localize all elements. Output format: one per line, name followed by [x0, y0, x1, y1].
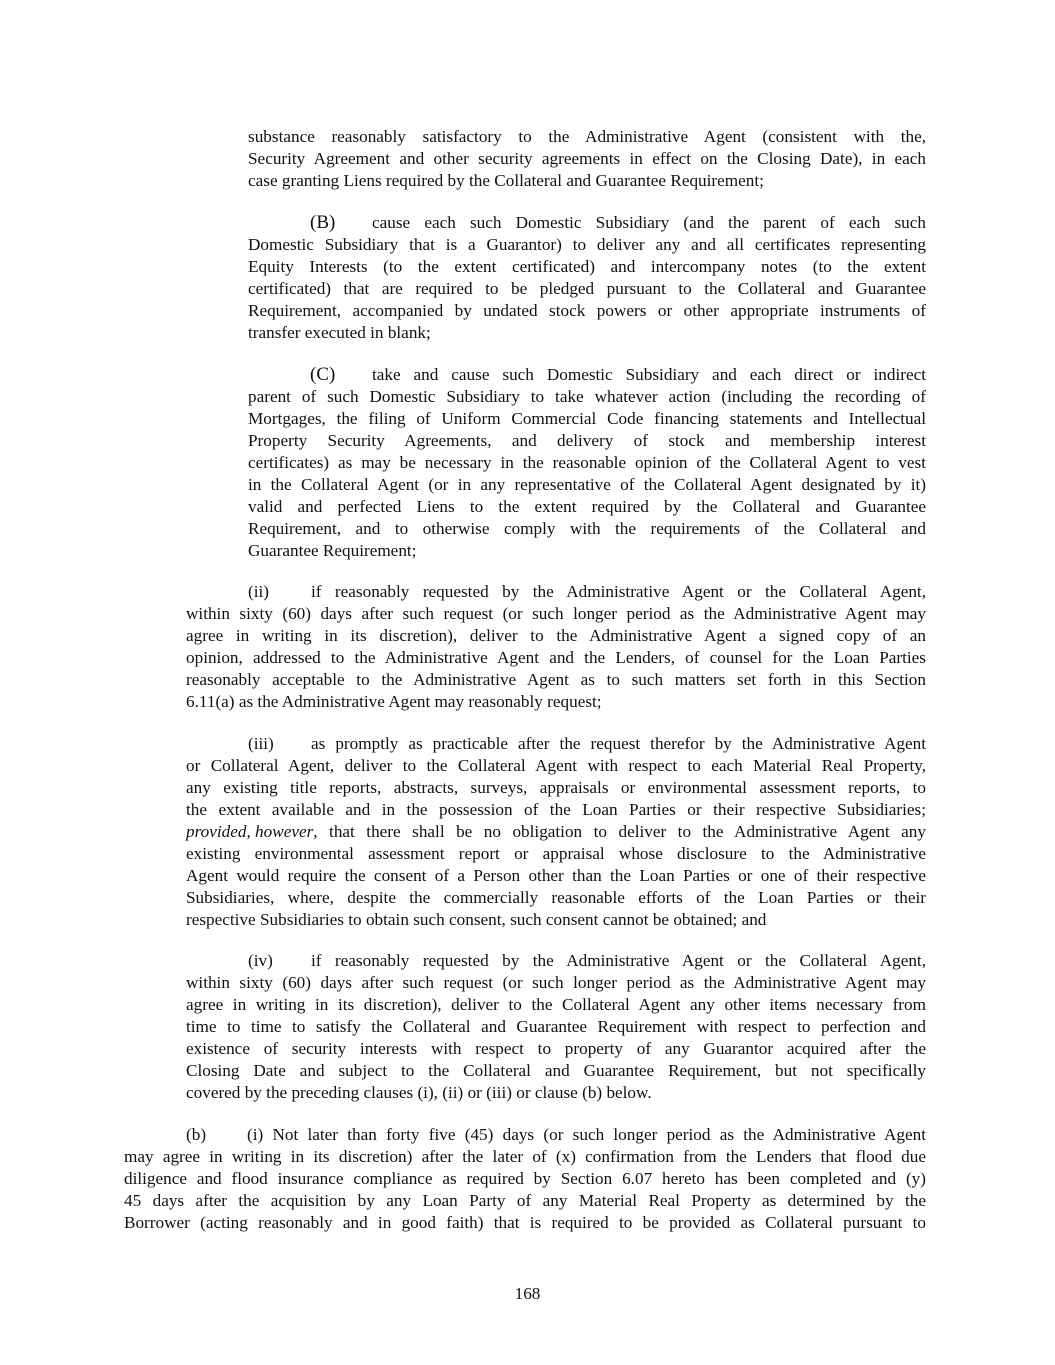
paragraph-line: (i) Not later than forty five (45) days (or such longer period as the Administrative Agent — [247, 1125, 926, 1144]
paragraph-line: transfer executed in blank; — [248, 323, 431, 342]
paragraph-line: Requirement, and to otherwise comply with the requirements of the Collateral and — [248, 519, 926, 538]
page-number: 168 — [514, 1284, 541, 1303]
proviso-italic: provided, however — [186, 822, 314, 841]
paragraph-line: opinion, addressed to the Administrative Agent and the Lenders, of counsel for the Loan Parties — [186, 648, 926, 667]
clause-iv-first-line — [248, 950, 926, 972]
paragraph-line: 45 days after the acquisition by any Loan Party of any Material Real Property as determined by the — [124, 1191, 926, 1210]
paragraph-line: or Collateral Agent, deliver to the Collateral Agent with respect to each Material Real Property, — [186, 756, 926, 775]
paragraph-line: if reasonably requested by the Administrative Agent or the Collateral Agent, — [311, 951, 926, 970]
paragraph-line: within sixty (60) days after such request (or such longer period as the Administrative Agent may — [186, 604, 926, 623]
paragraph-line: agree in writing in its discretion), deliver to the Collateral Agent any other items necessary from — [186, 995, 926, 1014]
paragraph-line: any existing title reports, abstracts, surveys, appraisals or environmental assessment reports, to — [186, 778, 926, 797]
clause-c-upper-first-line — [310, 364, 926, 386]
paragraph-line: Equity Interests (to the extent certificated) and intercompany notes (to the extent — [248, 257, 926, 276]
clause-marker: (b) — [186, 1125, 207, 1144]
clause-ii-first-line — [248, 581, 926, 603]
paragraph-line: Agent would require the consent of a Person other than the Loan Parties or one of their respective — [186, 866, 926, 885]
paragraph-line: reasonably acceptable to the Administrative Agent as to such matters set forth in this Section — [186, 670, 926, 689]
paragraph-line: Guarantee Requirement; — [248, 541, 417, 560]
paragraph-line: Closing Date and subject to the Collateral and Guarantee Requirement, but not specifically — [186, 1061, 926, 1080]
paragraph-line: diligence and flood insurance compliance as required by Section 6.07 hereto has been completed and (y) — [124, 1169, 926, 1188]
proviso-text: , that there shall be no obligation to deliver to the Administrative Agent any — [313, 822, 926, 841]
paragraph-line: the extent available and in the possession of the Loan Parties or their respective Subsidiaries; — [186, 800, 926, 819]
paragraph-line: cause each such Domestic Subsidiary (and the parent of each such — [372, 213, 926, 232]
paragraph-line: certificated) that are required to be pledged pursuant to the Collateral and Guarantee — [248, 279, 926, 298]
paragraph-line: 6.11(a) as the Administrative Agent may reasonably request; — [186, 692, 602, 711]
paragraph-line: case granting Liens required by the Collateral and Guarantee Requirement; — [248, 171, 764, 190]
paragraph-line: covered by the preceding clauses (i), (ii) or (iii) or clause (b) below. — [186, 1083, 652, 1102]
proviso-line — [186, 821, 926, 843]
paragraph-line: Property Security Agreements, and delivery of stock and membership interest — [248, 431, 926, 450]
paragraph-line: Mortgages, the filing of Uniform Commercial Code financing statements and Intellectual — [248, 409, 926, 428]
clause-b-first-line — [186, 1124, 926, 1146]
paragraph-line: Requirement, accompanied by undated stock powers or other appropriate instruments of — [248, 301, 926, 320]
paragraph-line: in the Collateral Agent (or in any representative of the Collateral Agent designated by it) — [248, 475, 926, 494]
paragraph-line: parent of such Domestic Subsidiary to take whatever action (including the recording of — [248, 387, 926, 406]
clause-marker: (iv) — [248, 951, 273, 970]
clause-marker: (B) — [310, 212, 336, 233]
paragraph-line: respective Subsidiaries to obtain such consent, such consent cannot be obtained; and — [186, 910, 767, 929]
paragraph-line: agree in writing in its discretion), deliver to the Administrative Agent a signed copy of an — [186, 626, 926, 645]
paragraph-line: if reasonably requested by the Administrative Agent or the Collateral Agent, — [311, 582, 926, 601]
clause-marker: (iii) — [248, 734, 274, 753]
clause-marker: (C) — [310, 364, 336, 385]
paragraph-line: as promptly as practicable after the request therefor by the Administrative Agent — [311, 734, 926, 753]
paragraph-line: time to time to satisfy the Collateral and Guarantee Requirement with respect to perfection and — [186, 1017, 926, 1036]
paragraph-line: Borrower (acting reasonably and in good faith) that is required to be provided as Collateral pursuant to — [124, 1213, 926, 1232]
paragraph-line: Domestic Subsidiary that is a Guarantor) to deliver any and all certificates representing — [248, 235, 926, 254]
paragraph-line: existing environmental assessment report or appraisal whose disclosure to the Administrative — [186, 844, 926, 863]
paragraph-line: Subsidiaries, where, despite the commercially reasonable efforts of the Loan Parties or their — [186, 888, 926, 907]
clause-iii-first-line — [248, 733, 926, 755]
paragraph-line: take and cause such Domestic Subsidiary and each direct or indirect — [372, 365, 926, 384]
paragraph-line: existence of security interests with respect to property of any Guarantor acquired after the — [186, 1039, 926, 1058]
clause-marker: (ii) — [248, 582, 269, 601]
paragraph-line: Security Agreement and other security agreements in effect on the Closing Date), in each — [248, 149, 926, 168]
paragraph-line: valid and perfected Liens to the extent required by the Collateral and Guarantee — [248, 497, 926, 516]
paragraph-line: certificates) as may be necessary in the reasonable opinion of the Collateral Agent to vest — [248, 453, 926, 472]
clause-b-upper-first-line — [310, 212, 926, 234]
paragraph-line: may agree in writing in its discretion) after the later of (x) confirmation from the Lenders that flood due — [124, 1147, 926, 1166]
paragraph-line: within sixty (60) days after such request (or such longer period as the Administrative Agent may — [186, 973, 926, 992]
paragraph-line: substance reasonably satisfactory to the Administrative Agent (consistent with the, — [248, 127, 926, 146]
